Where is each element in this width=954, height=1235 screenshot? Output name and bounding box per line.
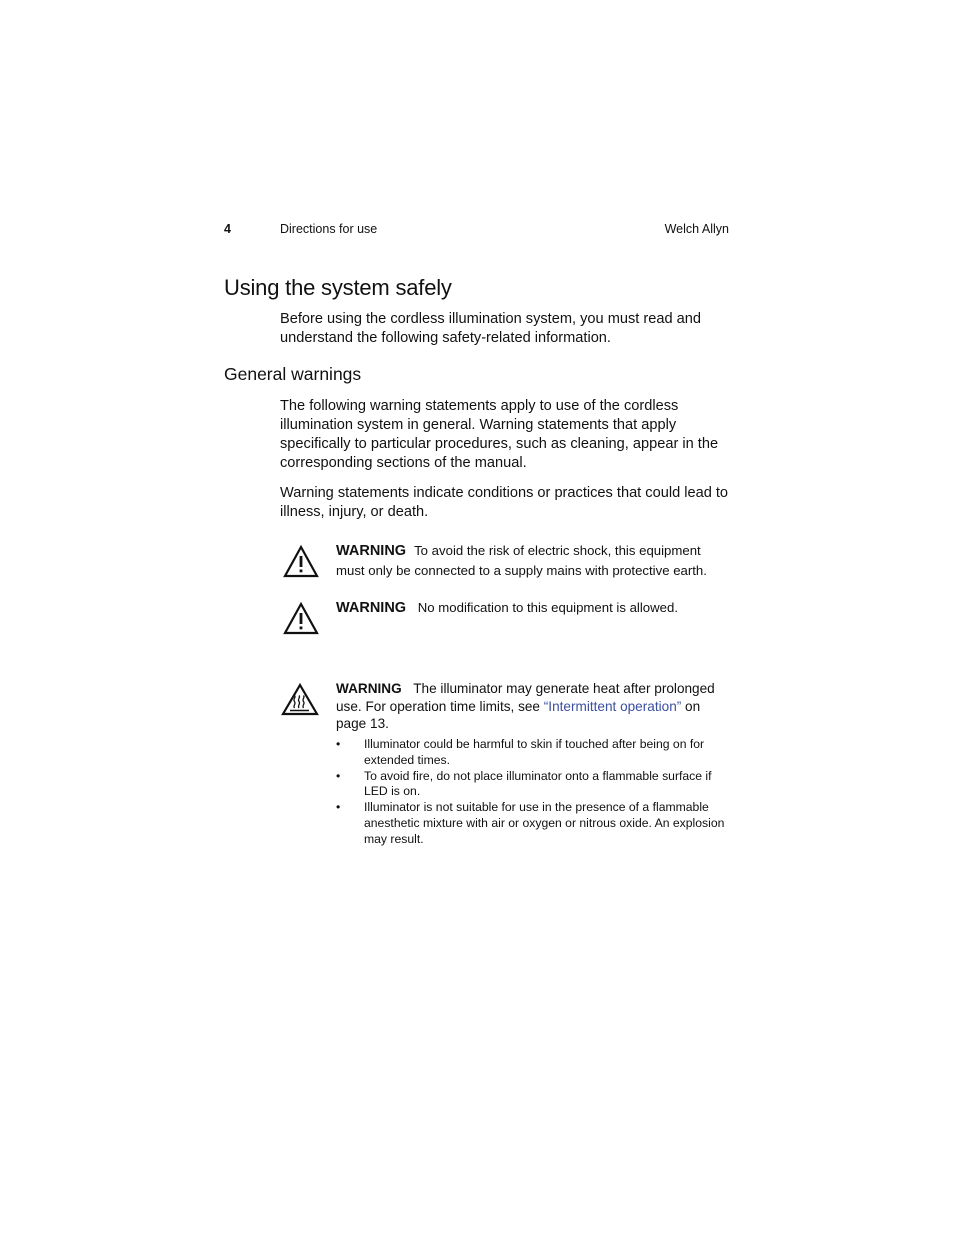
warning-triangle-icon	[282, 544, 320, 580]
subsection-paragraph-2: Warning statements indicate conditions or practices that could lead to illness, injury, or death.	[280, 485, 729, 520]
heat-warning-bullet-list	[336, 737, 728, 848]
section-intro: Before using the cordless illumination system, you must read and understand the following safety-related information.	[280, 311, 701, 346]
warning-triangle-icon	[282, 601, 320, 637]
section-title: Using the system safely	[224, 275, 452, 300]
header-document-title: Directions for use	[280, 222, 378, 236]
warning-text: The illuminator may generate heat after prolonged use. For operation time limits, see	[336, 681, 715, 714]
warning-label: WARNING	[336, 600, 407, 616]
warning-text: No modification to this equipment is allowed.	[417, 600, 678, 615]
warning-text-after: on page 13.	[336, 698, 701, 731]
warning-electric-shock	[336, 541, 731, 580]
hot-surface-icon	[280, 682, 318, 718]
subsection-title: General warnings	[224, 364, 362, 384]
warning-label: WARNING	[336, 681, 402, 696]
warning-heat	[336, 680, 731, 733]
intermittent-operation-link[interactable]: “Intermittent operation”	[543, 698, 682, 714]
subsection-paragraph-1: The following warning statements apply to use of the cordless illumination system in general. Warning statements that apply specifically to particular procedures, such as cleaning, appear in the corresponding sections of the manual.	[280, 398, 719, 471]
warning-label: WARNING	[336, 543, 407, 559]
list-item: • Illuminator is not suitable for use in the presence of a flammable anesthetic mixture with air or oxygen or nitrous oxide. An explosion may result.	[336, 800, 725, 846]
bullet-symbol: •	[336, 800, 341, 815]
warning-text: To avoid the risk of electric shock, this equipment must only be connected to a supply mains with protective earth.	[336, 543, 707, 578]
list-item: • Illuminator could be harmful to skin if touched after being on for extended times.	[336, 737, 705, 767]
warning-no-modification	[336, 598, 731, 618]
page-number: 4	[224, 222, 231, 236]
bullet-symbol: •	[336, 737, 341, 751]
bullet-symbol: •	[336, 768, 341, 783]
header-company: Welch Allyn	[664, 222, 729, 236]
list-item: • To avoid fire, do not place illuminator onto a flammable surface if LED is on.	[336, 768, 712, 799]
